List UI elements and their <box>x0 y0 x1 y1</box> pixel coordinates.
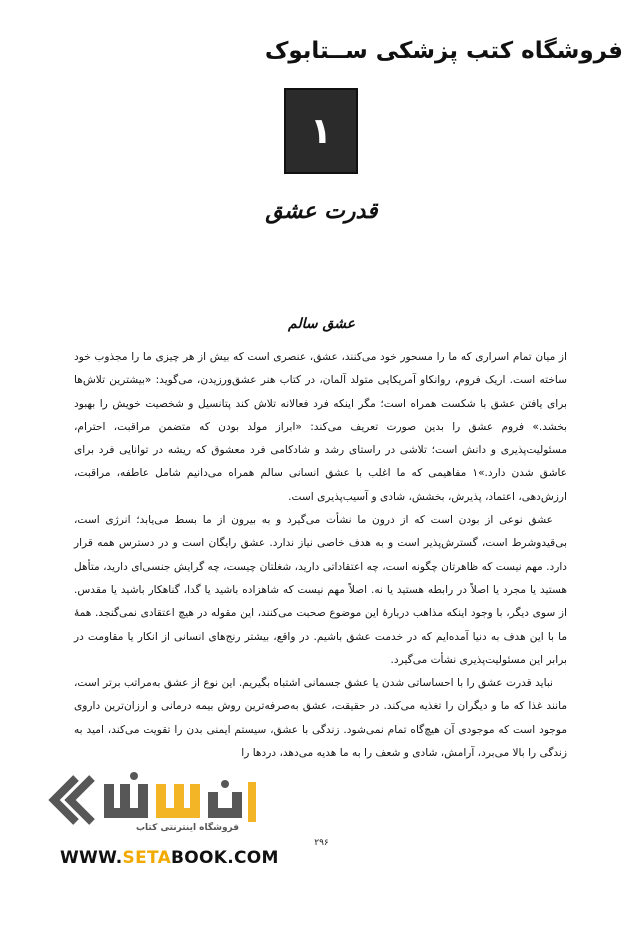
paragraph: نباید قدرت عشق را با احساساتی شدن یا عشق جسمانی اشتباه بگیریم. این نوع از عشق به‌مراتب برتر است، مانند غذا که ما و دیگران را تغذیه می‌کند. در حقیقت، عشق به‌صرفه‌ترین روش بیمه درمانی و ارزان‌ترین داروی موجود است که موجودی آن هیچ‌گاه تمام نمی‌شود. زندگی با عشق، سیستم ایمنی بدن را تقویت می‌کند، امید به زندگی را بالا می‌برد، آرامش، شادی و شعف را به ما هدیه می‌دهد، دردها را <box>74 677 567 760</box>
body-text <box>74 346 567 765</box>
chapter-title: قدرت عشق <box>265 198 378 224</box>
watermark-tagline: فروشگاه اینترنتی کتاب <box>136 823 240 833</box>
url-accent: SETA <box>122 848 172 868</box>
paragraph: از میان تمام اسراری که ما را مسحور خود می‌کنند، عشق، عنصری است که بیش از هر چیزی ما را مجذوب خود ساخته است. اریک فروم، روانکاو آمریکایی متولد آلمان، در کتاب هنر عشق‌ورزیدن، می‌گوید: «بیشترین تلاش‌ها برای یافتن عشق با شکست همراه است؛ مگر اینکه فرد فعالانه تلاش کند پتانسیل و شخصیت خویش را بهبود بخشد.» فروم عشق را بدین صورت تعریف می‌کند: «ابراز مولد بودن که متضمن مراقبت، احترام، مسئولیت‌پذیری و دانش است؛ تلاشی در راستای رشد و شادکامی فرد معشوق که ریشه در توانایی فرد برای عاشق شدن دارد.»۱ مفاهیمی که ما اغلب با عشق انسانی سالم همراه می‌دانیم شامل عاطفه، مراقبت، ارزش‌دهی، اعتماد، پذیرش، بخشش، شادی و آسیب‌پذیری است. <box>74 351 567 503</box>
url-suffix: BOOK.COM <box>171 848 279 868</box>
section-heading: عشق سالم <box>288 316 355 332</box>
chapter-number: ۱ <box>310 110 332 152</box>
watermark-url <box>60 848 279 868</box>
store-title: فروشگاه کتب پزشکی ســتابوک <box>264 38 623 64</box>
chapter-number-box <box>284 88 358 174</box>
page-number: ۲۹۶ <box>314 838 329 848</box>
url-prefix: WWW. <box>60 848 123 868</box>
paragraph: عشق نوعی از بودن است که از درون ما نشأت می‌گیرد و به بیرون از ما بسط می‌یابد؛ انرژی است، بی‌قیدوشرط است، گسترش‌پذیر است و به هدف خاصی نیاز ندارد. عشق رایگان است و در دسترس همه قرار دارد. مهم نیست که ظاهرتان چگونه است، چه اعتقاداتی دارید، شغلتان چیست، چه گرایش جنسی‌ای دارید، متأهل هستید یا مجرد یا اصلاً در رابطه هستید یا نه. اصلاً مهم نیست که شاهزاده باشید یا گدا، گناهکار باشید یا مقدس. از سوی دیگر، با وجود اینکه مذاهب دربارهٔ این موضوع صحبت می‌کنند، این مقوله در هیچ اعتقادی نمی‌گنجد. همهٔ ما با این هدف به دنیا آمده‌ایم که در خدمت عشق باشیم. در واقع، بیشتر رنج‌های انسانی از انکار یا مقاومت در برابر این مسئولیت‌پذیری نشأت می‌گیرد. <box>74 514 567 666</box>
